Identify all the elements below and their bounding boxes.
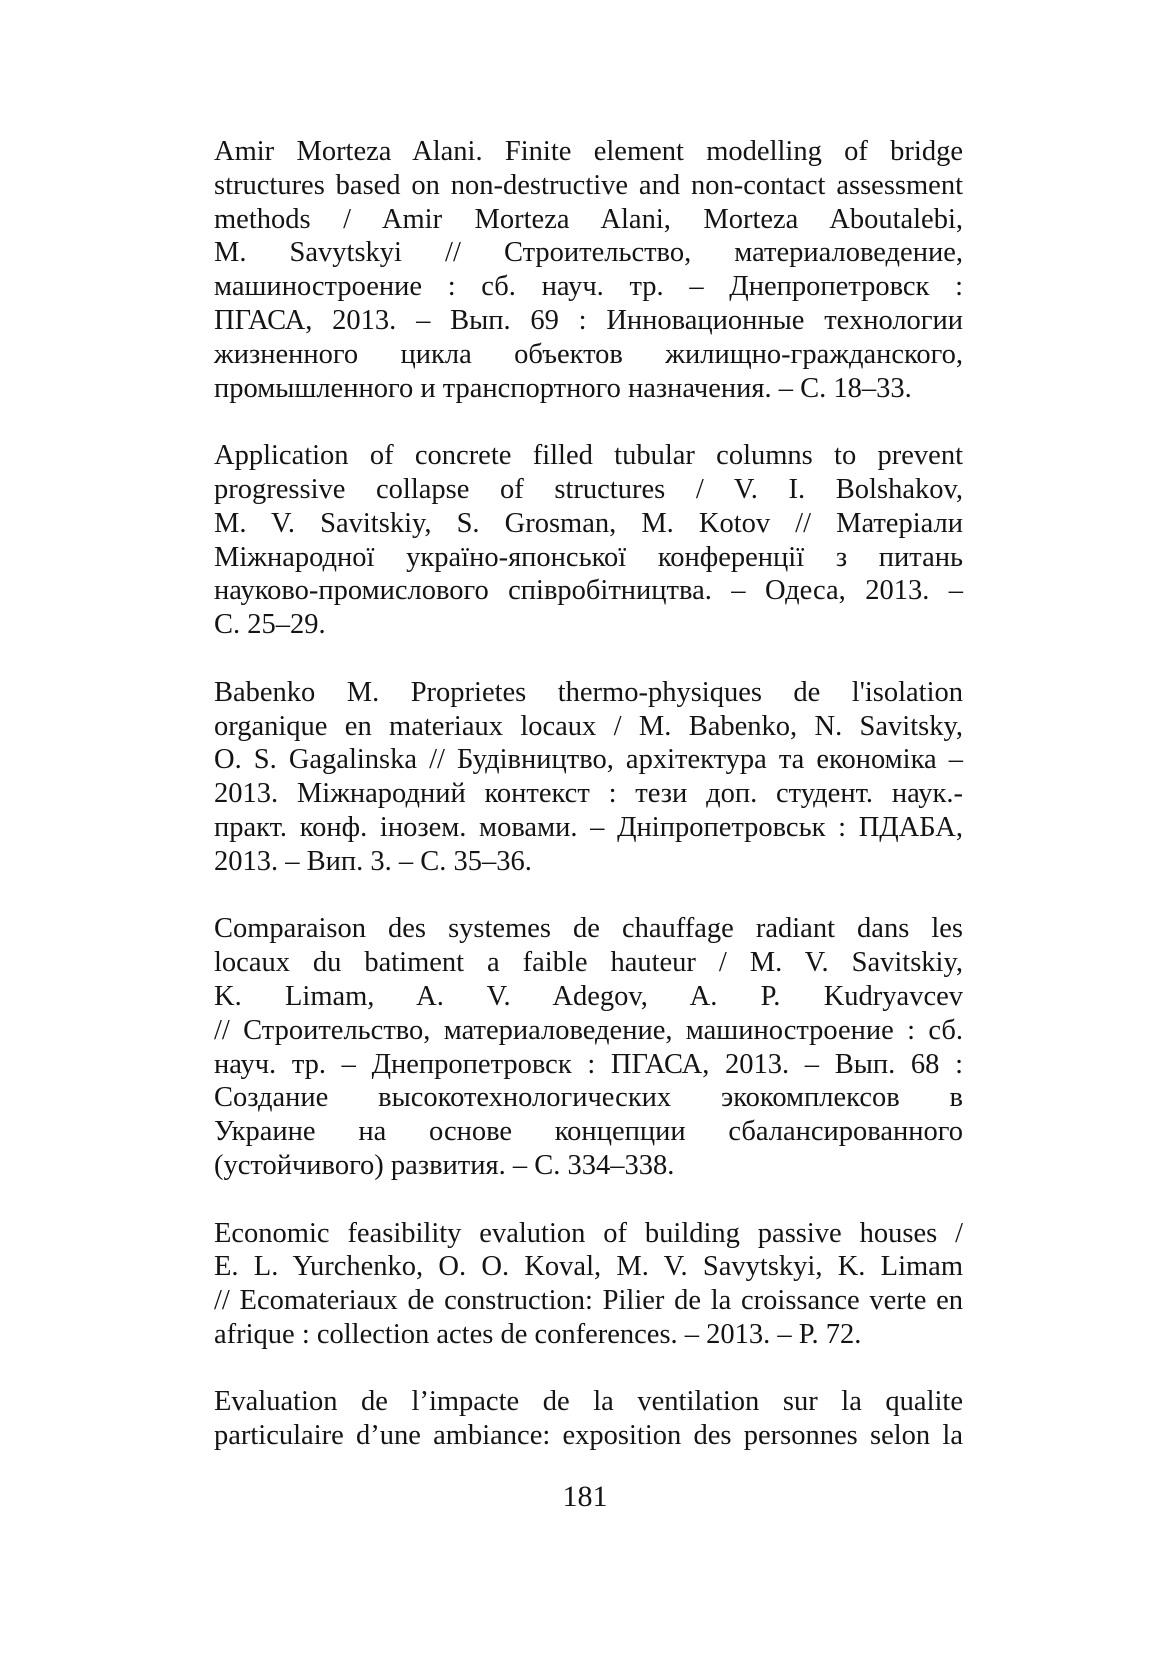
entry-line: Comparaison des systemes de chauffage radiant dans les (214, 913, 963, 945)
entry-line: locaux du batiment a faible hauteur / M. V. Savitskiy, (214, 947, 963, 979)
entry-line: практ. конф. інозем. мовами. – Дніпропетровськ : ПДАБА, (214, 811, 963, 843)
entry-line: particulaire d’une ambiance: exposition des personnes selon la (214, 1420, 963, 1452)
bibliography-list (214, 135, 963, 1487)
entry-line: Amir Morteza Alani. Finite element modelling of bridge (214, 136, 963, 167)
entry-line: 2013. Міжнародний контекст : тези доп. студент. наук.- (214, 778, 963, 810)
entry-line: Міжнародної україно-японської конференції з питань (214, 541, 963, 573)
bibliography-entry (214, 1217, 963, 1352)
entry-line: ПГАСА, 2013. – Вып. 69 : Инновационные технологии (214, 304, 963, 336)
page-number: 181 (562, 1480, 608, 1513)
entry-line: M. V. Savitskiy, S. Grosman, M. Kotov // Матеріали (214, 507, 963, 539)
bibliography-entry (214, 439, 963, 642)
entry-line: // Ecomateriaux de construction: Pilier de la croissance verte en (214, 1285, 963, 1317)
entry-line: structures based on non-destructive and non-contact assessment (214, 169, 963, 201)
entry-line: С. 25–29. (214, 609, 326, 641)
entry-line: Babenko M. Proprietes thermo-physiques de l'isolation (214, 676, 963, 708)
bibliography-entry (214, 135, 963, 405)
entry-line: afrique : collection actes de conferences. – 2013. – P. 72. (214, 1318, 862, 1350)
entry-line: // Строительство, материаловедение, машиностроение : сб. (214, 1014, 963, 1046)
bibliography-entry (214, 912, 963, 1182)
entry-line: O. S. Gagalinska // Будівництво, архітектура та економіка – (214, 744, 963, 776)
entry-line: progressive collapse of structures / V. I. Bolshakov, (214, 473, 963, 505)
entry-line: промышленного и транспортного назначения. – С. 18–33. (214, 372, 912, 404)
entry-line: E. L. Yurchenko, O. O. Koval, M. V. Savytskyi, K. Limam (214, 1251, 963, 1283)
entry-line: M. Savytskyi // Строительство, материаловедение, (214, 237, 963, 269)
entry-line: Application of concrete filled tubular columns to prevent (214, 440, 963, 472)
bibliography-entry (214, 1385, 963, 1453)
entry-line: K. Limam, A. V. Adegov, A. P. Kudryavcev (214, 980, 963, 1012)
entry-line: organique en materiaux locaux / M. Babenko, N. Savitsky, (214, 710, 963, 742)
entry-line: Украине на основе концепции сбалансированного (214, 1116, 963, 1148)
entry-line: Evaluation de l’impacte de la ventilation sur la qualite (214, 1386, 963, 1418)
entry-line: науч. тр. – Днепропетровск : ПГАСА, 2013. – Вып. 68 : (214, 1048, 963, 1080)
entry-line: Создание высокотехнологических экокомплексов в (214, 1082, 963, 1114)
entry-line: науково-промислового співробітництва. – Одеса, 2013. – (214, 575, 963, 607)
entry-line: машиностроение : сб. науч. тр. – Днепропетровск : (214, 271, 963, 303)
entry-line: жизненного цикла объектов жилищно-гражданского, (214, 338, 963, 370)
entry-line: 2013. – Вип. 3. – С. 35–36. (214, 845, 532, 877)
entry-line: methods / Amir Morteza Alani, Morteza Aboutalebi, (214, 203, 963, 235)
entry-line: Economic feasibility evalution of building passive houses / (214, 1217, 963, 1249)
bibliography-entry (214, 676, 963, 879)
entry-line: (устойчивого) развития. – С. 334–338. (214, 1149, 675, 1181)
